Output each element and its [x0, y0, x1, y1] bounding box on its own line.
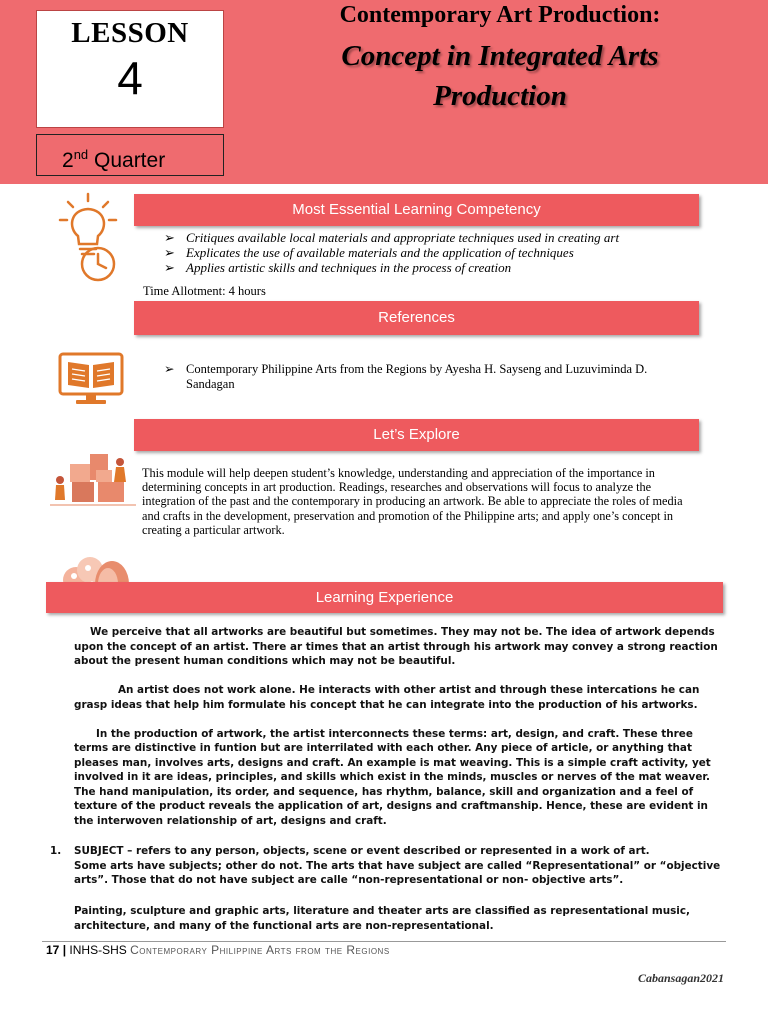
- learning-heading-bar: [46, 582, 723, 613]
- learning-paragraph-3: In the production of artwork, the artist interconnects these terms: art, design, and craft. These three terms are distinctive in funtion but are interrilated with each other. Any piece of article, or anything that pleases man, involves arts, designs and craft. An example is mat weaving. This is a simple craft activity, yet involved in it are ideas, principles, and skills which exist in the minds, muscles or nerves of the mat weaver. The hand manipulation, its order, and sequence, has rhythm, balance, skill and organization and a feel of texture of the product reveals the application of art, designs and craftmanship. Hence, these are evident in the interwoven relationship of art, designs and craft.: [74, 727, 711, 827]
- lesson-number: 4: [117, 52, 143, 104]
- footer-separator: |: [62, 943, 67, 957]
- competency-list: [164, 230, 619, 275]
- title-line-2b: Production: [433, 80, 567, 112]
- footer: [46, 943, 390, 957]
- quarter-word: Quarter: [94, 149, 166, 172]
- title-line-1: Contemporary Art Production:: [339, 2, 661, 28]
- subject-explanation: Some arts have subjects; other do not. The arts that have subject are called “Representational” or “objective arts”. Those that do not have subject are calle “non-representational or non- objective arts”.: [74, 859, 721, 886]
- footer-divider: [42, 941, 726, 942]
- references-heading: References: [378, 309, 455, 326]
- page-number: 17: [46, 943, 60, 957]
- references-heading-bar: [134, 301, 699, 335]
- competency-item-1: ➢ Critiques available local materials and appropriate techniques used in creating art: [164, 230, 619, 245]
- quarter-number: 2: [62, 149, 74, 172]
- subject-number: 1.: [50, 845, 62, 857]
- learning-paragraph-2: An artist does not work alone. He interacts with other artist and through these intercations he can grasp ideas that help him formulate his concept that he can integrate into the production of his artworks.: [74, 684, 700, 711]
- signature: Cabansagan2021: [637, 971, 724, 985]
- competency-item-3: ➢ Applies artistic skills and techniques in the process of creation: [164, 260, 619, 275]
- references-list: [164, 362, 694, 392]
- footer-course: Contemporary Philippine Arts from the Regions: [130, 943, 390, 957]
- competency-heading-bar: [134, 194, 699, 226]
- explore-heading: Let’s Explore: [373, 426, 460, 443]
- quarter-suffix: nd: [73, 147, 89, 162]
- lightbulb-clock-icon: [56, 192, 126, 284]
- subject-item: [50, 844, 722, 888]
- learning-heading: Learning Experience: [315, 589, 454, 606]
- footer-school: INHS-SHS: [69, 943, 127, 957]
- explore-text: This module will help deepen student’s knowledge, understanding and appreciation of the importance in determining concepts in art production. Readings, researches and observations will focus to analyze the integration of the past and the contemporary in producing an artwork. Be able to appreciate the roles of media and crafts in the development, preservation and promotion of the Philippine arts; and apply one’s concept in creating a particular artwork.: [142, 466, 683, 537]
- quarter-box: [36, 134, 224, 176]
- learning-paragraph-4: Painting, sculpture and graphic arts, literature and theater arts are classified as representational music, architecture, and many of the functional arts are non-representational.: [74, 905, 690, 932]
- title-line-2a: Concept in Integrated Arts: [341, 40, 659, 72]
- people-boxes-icon: [50, 452, 136, 508]
- explore-heading-bar: [134, 419, 699, 451]
- learning-content: [74, 625, 722, 828]
- reference-item: ➢ Contemporary Philippine Arts from the Regions by Ayesha H. Sayseng and Luzuviminda D. Sandagan: [164, 362, 694, 392]
- book-monitor-icon: [58, 352, 124, 406]
- title-line-2: [240, 36, 760, 116]
- lesson-box: [36, 10, 224, 128]
- competency-item-2: ➢ Explicates the use of available materials and the application of techniques: [164, 245, 619, 260]
- time-allotment: Time Allotment: 4 hours: [143, 284, 266, 298]
- lesson-label: LESSON: [71, 17, 189, 49]
- subject-definition: SUBJECT – refers to any person, objects, scene or event described or represented in a work of art.: [74, 845, 650, 857]
- competency-heading: Most Essential Learning Competency: [292, 201, 541, 218]
- learning-paragraph-1: We perceive that all artworks are beautiful but sometimes. They may not be. The idea of artwork depends upon the concept of an artist. There ar times that an artist through his artwork may convey a strong reaction about the present human conditions which may not be beautiful.: [74, 626, 718, 667]
